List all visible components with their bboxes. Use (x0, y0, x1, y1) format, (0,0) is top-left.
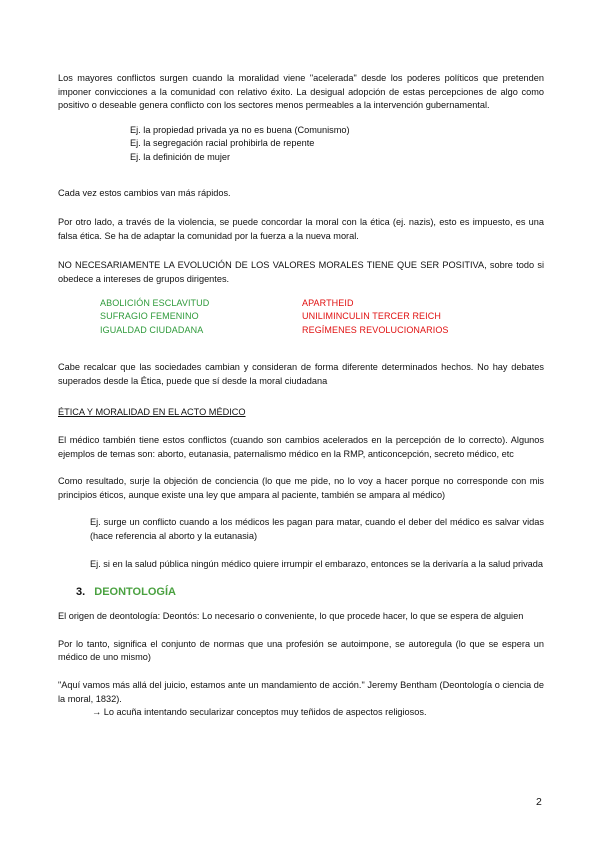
bentham-quote: "Aquí vamos más allá del juicio, estamos ante un mandamiento de acción." Jeremy Bentham (Deontología o ciencia de la moral, 1832). (58, 680, 544, 704)
document-page (58, 72, 544, 720)
examples-list (130, 124, 544, 165)
section-title: DEONTOLOGÍA (94, 586, 176, 599)
section-heading-deontologia (76, 584, 544, 600)
negative-value: UNILIMINCULIN TERCER REICH (302, 311, 441, 322)
example-item: Ej. la definición de mujer (130, 151, 231, 162)
example-item: Ej. la propiedad privada ya no es buena (Comunismo) (130, 124, 350, 135)
positive-value: ABOLICIÓN ESCLAVITUD (100, 297, 210, 308)
paragraph-not-positive: NO NECESARIAMENTE LA EVOLUCIÓN DE LOS VALORES MORALES TIENE QUE SER POSITIVA, sobre todo si obedece a intereses de grupos dirigentes. (58, 260, 544, 284)
example-item: Ej. la segregación racial prohibirla de repente (130, 138, 315, 149)
paragraph-conflicts: Los mayores conflictos surgen cuando la moralidad viene "acelerada" desde los poderes políticos que pretenden imponer convicciones a la comunidad con relativo éxito. La desigual adopción de estas percepciones de algo como positivo o deseable genera conflicto con los sectores menos permeables a la intervención gubernamental. (58, 73, 544, 111)
arrow-note: → Lo acuña intentando secularizar conceptos muy teñidos de aspectos religiosos. (92, 707, 427, 718)
values-comparison (100, 297, 544, 338)
paragraph-faster-changes: Cada vez estos cambios van más rápidos. (58, 187, 231, 198)
negative-values-list (302, 297, 504, 338)
negative-value: REGÍMENES REVOLUCIONARIOS (302, 324, 449, 335)
example-paid-to-kill: Ej. surge un conflicto cuando a los médicos les pagan para matar, cuando el deber del médico es salvar vidas (hace referencia al aborto y la eutanasia) (90, 517, 544, 542)
positive-values-list (100, 297, 302, 338)
paragraph-violence: Por otro lado, a través de la violencia, se puede concordar la moral con la ética (ej. nazis), esto es impuesto, es una falsa ética. Se ha de adaptar la comunidad por la fuerza a la nueva moral. (58, 217, 544, 241)
paragraph-deontology-origin: El origen de deontología: Deontós: Lo necesario o conveniente, lo que procede hacer, lo que se espera de alguien (58, 611, 524, 622)
paragraph-societies-change: Cabe recalcar que las sociedades cambian y consideran de forma diferente determinados hechos. No hay debates superados desde la Ética, puede que sí desde la moral ciudadana (58, 362, 544, 386)
paragraph-deontology-meaning: Por lo tanto, significa el conjunto de normas que una profesión se autoimpone, se autoregula (lo que se espera un médico de uno mismo) (58, 638, 544, 663)
page-number: 2 (536, 796, 542, 808)
paragraph-doctor-conflicts: El médico también tiene estos conflictos (cuando son cambios acelerados en la percepción de lo correcto). Algunos ejemplos de temas son: aborto, eutanasia, paternalismo médico en la RMP, anticoncepción, secreto médico, etc (58, 435, 544, 459)
example-public-health: Ej. si en la salud pública ningún médico quiere irrumpir el embarazo, entonces se la derivaría a la salud privada (90, 558, 543, 569)
section-number: 3. (76, 586, 86, 599)
negative-value: APARTHEID (302, 297, 354, 308)
paragraph-conscientious-objection: Como resultado, surje la objeción de conciencia (lo que me pide, no lo voy a hacer porque no corresponde con mis principios éticos, aunque existe una ley que ampara al paciente, también se ampara al médico) (58, 476, 544, 500)
subheading-medical-ethics: ÉTICA Y MORALIDAD EN EL ACTO MÉDICO (58, 406, 246, 417)
positive-value: IGUALDAD CIUDADANA (100, 324, 204, 335)
positive-value: SUFRAGIO FEMENINO (100, 311, 199, 322)
